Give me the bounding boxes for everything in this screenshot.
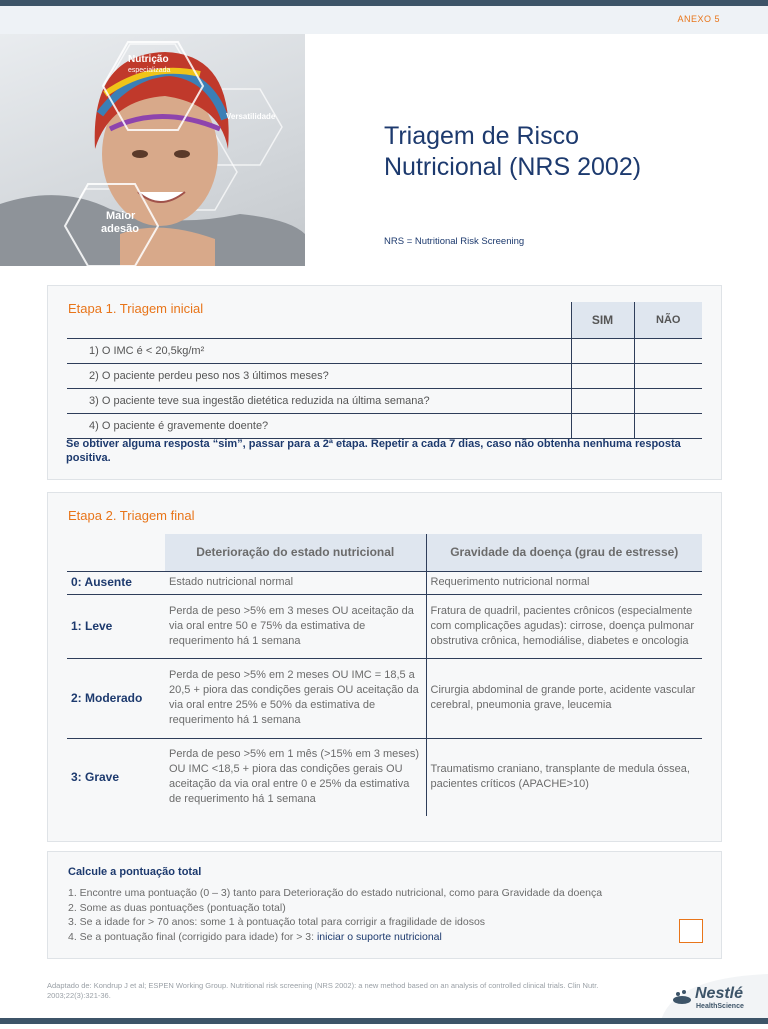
level-2: 2: Moderado	[71, 690, 143, 705]
nutrition-0: Estado nutricional normal	[169, 576, 294, 588]
disease-3: Traumatismo craniano, transplante de medula óssea, pacientes críticos (APACHE>10)	[426, 738, 702, 816]
page-title-line1: Triagem de Risco	[384, 122, 579, 150]
disease-0: Requerimento nutricional normal	[426, 571, 702, 594]
hero-image	[0, 34, 305, 266]
table-row	[67, 414, 702, 439]
answer-no-2[interactable]	[634, 364, 702, 389]
disease-2: Cirurgia abdominal de grande porte, acidente vascular cerebral, pneumonia grave, leucemia	[426, 658, 702, 738]
table-row	[67, 594, 702, 658]
table-row	[67, 389, 702, 414]
table-row	[67, 364, 702, 389]
level-3: 3: Grave	[71, 769, 120, 784]
nutrition-2: Perda de peso >5% em 2 meses OU IMC = 18,5 a 20,5 + piora das condições gerais OU aceitação da via oral entre 25% e 50% da estimativa de requerimento há 1 semana	[169, 669, 419, 726]
answer-yes-4[interactable]	[571, 414, 634, 439]
question-4: 4) O paciente é gravemente doente?	[67, 414, 571, 439]
question-1: 1) O IMC é < 20,5kg/m²	[67, 339, 571, 364]
table-row	[67, 658, 702, 738]
stage2-box	[47, 492, 722, 842]
question-2: 2) O paciente perdeu peso nos 3 últimos meses?	[67, 364, 571, 389]
level-0: 0: Ausente	[71, 575, 132, 589]
hero-tag-adherence: adesão	[101, 223, 139, 235]
stage2-table	[67, 534, 702, 816]
reference-text: Adaptado de: Kondrup J et al; ESPEN Working Group. Nutritional risk screening (NRS 2002): a new method based on an analysis of controlled clinical trials. Clin Nutr. 2003;22(3):321-36.	[47, 981, 599, 1000]
question-3: 3) O paciente teve sua ingestão dietética reduzida na última semana?	[67, 389, 571, 414]
answer-yes-3[interactable]	[571, 389, 634, 414]
calc-step-1: 1. Encontre uma pontuação (0 – 3) tanto para Deterioração do estado nutricional, como para Gravidade da doença	[68, 887, 603, 899]
hero-tag-versatility: Versatilidade	[226, 112, 276, 121]
nutrition-3: Perda de peso >5% em 1 mês (>15% em 3 meses) OU IMC <18,5 + piora das condições gerais OU aceitação da via oral entre 0 e 25% da estimativa de requerimento há 1 semana	[169, 748, 420, 806]
logo-sub: HealthScience	[696, 1003, 744, 1010]
nutrition-1: Perda de peso >5% em 3 meses OU aceitação da via oral entre 50 e 75% da estimativa de requerimento há 1 semana	[169, 604, 414, 647]
calc-step-4	[68, 931, 442, 943]
table-row	[67, 571, 702, 594]
table-row	[67, 339, 702, 364]
hero-tag-specialized: especializada	[128, 67, 171, 74]
disease-1: Fratura de quadril, pacientes crônicos (especialmente com complicações agudas): cirrose, doença pulmonar obstrutiva crônica, hemodiálise, diabetes e oncologia	[426, 594, 702, 658]
answer-no-3[interactable]	[634, 389, 702, 414]
calc-box	[47, 851, 722, 959]
col-disease: Gravidade da doença (grau de estresse)	[426, 534, 702, 571]
stage1-table	[67, 302, 702, 439]
annex-label: ANEXO 5	[677, 14, 720, 24]
table-row	[67, 738, 702, 816]
annex-bar	[0, 6, 768, 34]
col-yes: SIM	[571, 302, 634, 339]
score-checkbox[interactable]	[679, 919, 703, 943]
answer-yes-1[interactable]	[571, 339, 634, 364]
logo-brand: Nestlé	[695, 985, 744, 1002]
calc-title: Calcule a pontuação total	[68, 866, 202, 878]
answer-no-4[interactable]	[634, 414, 702, 439]
col-nutrition: Deterioração do estado nutricional	[165, 534, 426, 571]
level-1: 1: Leve	[71, 618, 113, 633]
answer-yes-2[interactable]	[571, 364, 634, 389]
stage2-title: Etapa 2. Triagem final	[68, 508, 195, 523]
hero-tag-nutrition: Nutrição	[128, 54, 169, 65]
page-title-line2: Nutricional (NRS 2002)	[384, 153, 642, 181]
stage1-title: Etapa 1. Triagem inicial	[68, 301, 204, 316]
page-subtitle: NRS = Nutritional Risk Screening	[384, 236, 525, 247]
page-title	[384, 121, 641, 183]
calc-step-3: 3. Se a idade for > 70 anos: some 1 à pontuação total para corrigir a fragilidade de idosos	[68, 916, 486, 928]
calc-step-4-prefix: 4. Se a pontuação final (corrigido para idade) for > 3:	[68, 931, 317, 943]
hero-tag-greater: Maior	[106, 210, 136, 222]
nestle-logo	[640, 968, 768, 1024]
calc-step-2: 2. Some as duas pontuações (pontuação total)	[68, 902, 286, 914]
stage1-note: Se obtiver alguma resposta “sim”, passar para a 2ª etapa. Repetir a cada 7 dias, caso não obtenha nenhuma resposta positiva.	[66, 438, 681, 464]
bottom-bar	[0, 1018, 768, 1024]
col-no: NÃO	[634, 302, 702, 339]
calc-step-4-highlight: iniciar o suporte nutricional	[316, 931, 442, 943]
stage1-box	[47, 285, 722, 480]
answer-no-1[interactable]	[634, 339, 702, 364]
